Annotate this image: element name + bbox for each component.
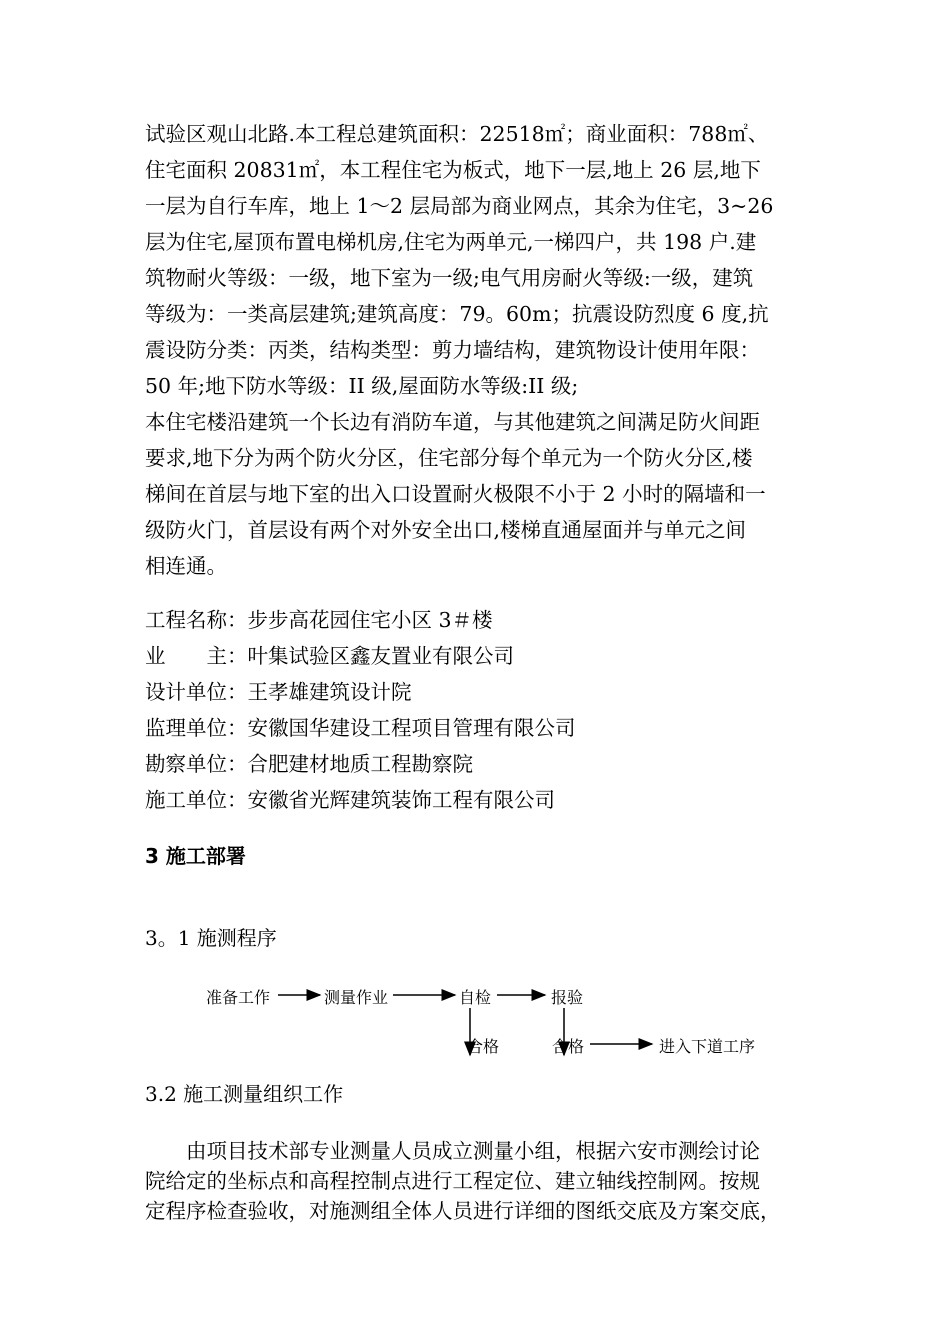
text-line: 梯间在首层与地下室的出入口设置耐火极限不小于 2 小时的隔墙和一 <box>145 482 766 506</box>
text-line: 震设防分类：丙类，结构类型：剪力墙结构，建筑物设计使用年限： <box>145 338 760 362</box>
text-line: 层为住宅,屋顶布置电梯机房,住宅为两单元,一梯四户，共 198 户.建 <box>145 230 757 254</box>
flow-next-step: 进入下道工序 <box>659 1037 756 1056</box>
text-line: 试验区观山北路.本工程总建筑面积：22518㎡；商业面积：788㎡、 <box>145 122 769 146</box>
design-unit: 设计单位：王孝雄建筑设计院 <box>145 680 412 704</box>
subsection-heading: 3.2 施工测量组织工作 <box>145 1082 344 1106</box>
text-line: 住宅面积 20831㎡，本工程住宅为板式，地下一层,地上 26 层,地下 <box>145 158 761 182</box>
text-line: 筑物耐火等级：一级，地下室为一级;电气用房耐火等级:一级，建筑 <box>145 266 754 290</box>
text-line: 级防火门，首层设有两个对外安全出口,楼梯直通屋面并与单元之间 <box>145 518 747 542</box>
text-line: 由项目技术部专业测量人员成立测量小组，根据六安市测绘讨论 <box>145 1139 760 1163</box>
text-line: 定程序检查验收，对施测组全体人员进行详细的图纸交底及方案交底， <box>145 1199 781 1223</box>
subsection-heading: 3。1 施测程序 <box>145 926 277 950</box>
supervision-unit: 监理单位：安徽国华建设工程项目管理有限公司 <box>145 716 576 740</box>
text-line: 一层为自行车库，地上 1～2 层局部为商业网点，其余为住宅，3~26 <box>145 194 774 218</box>
section-heading: 3 施工部署 <box>145 844 246 868</box>
flow-step-selfcheck: 自检 <box>459 988 492 1007</box>
survey-unit: 勘察单位：合肥建材地质工程勘察院 <box>145 752 473 776</box>
construction-unit: 施工单位：安徽省光辉建筑装饰工程有限公司 <box>145 788 555 812</box>
text-line: 等级为：一类高层建筑;建筑高度：79。60m；抗震设防烈度 6 度,抗 <box>145 302 769 326</box>
text-line: 本住宅楼沿建筑一个长边有消防车道，与其他建筑之间满足防火间距 <box>145 410 760 434</box>
flow-step-prepare: 准备工作 <box>206 988 271 1007</box>
flow-pass-2: 合格 <box>552 1037 585 1056</box>
flow-step-report: 报验 <box>551 988 584 1007</box>
text-line: 要求,地下分为两个防火分区，住宅部分每个单元为一个防火分区,楼 <box>145 446 753 470</box>
project-name: 工程名称：步步高花园住宅小区 3＃楼 <box>145 608 493 632</box>
flow-pass-1: 合格 <box>467 1037 500 1056</box>
text-line: 50 年;地下防水等级：II 级,屋面防水等级:II 级; <box>145 374 579 398</box>
text-line: 相连通。 <box>145 554 227 578</box>
flow-step-measure: 测量作业 <box>324 988 389 1007</box>
owner: 业 主：叶集试验区鑫友置业有限公司 <box>145 644 514 668</box>
text-line: 院给定的坐标点和高程控制点进行工程定位、建立轴线控制网。按规 <box>145 1169 760 1193</box>
